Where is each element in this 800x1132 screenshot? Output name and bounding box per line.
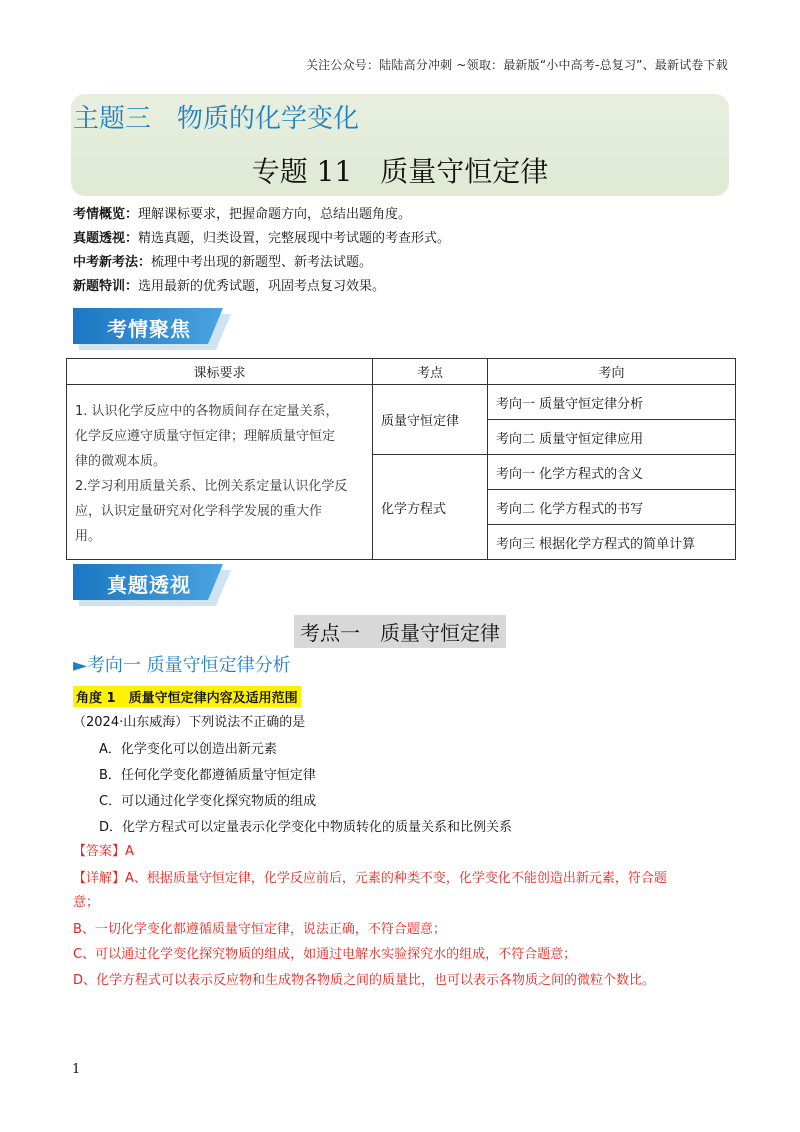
option-a: A．化学变化可以创造出新元素: [99, 742, 277, 757]
header-note: 关注公众号：陆陆高分冲刺 ~领取：最新版“小中高考-总复习”、最新试卷下载: [305, 58, 728, 72]
explanation-line: D、化学方程式可以表示反应物和生成物各物质之间的质量比，也可以表示各物质之间的微粒个数比。: [73, 973, 656, 988]
option-b: B．任何化学变化都遵循质量守恒定律: [99, 768, 316, 783]
page-number: 1: [72, 1062, 81, 1077]
direction-cell: 考向二 质量守恒定律应用: [488, 420, 736, 455]
direction-cell: 考向二 化学方程式的书写: [488, 490, 736, 525]
curriculum-table: [66, 358, 736, 560]
explanation-line: 意；: [73, 895, 100, 910]
title-banner: [71, 94, 729, 196]
intro-item: 中考新考法：梳理中考出现的新题型、新考法试题。: [73, 255, 373, 270]
direction-cell: 考向三 根据化学方程式的简单计算: [488, 525, 736, 560]
intro-item: 考情概览：理解课标要求，把握命题方向，总结出题角度。: [73, 207, 412, 222]
option-c: C．可以通过化学变化探究物质的组成: [99, 794, 317, 809]
direction-cell: 考向一 化学方程式的含义: [488, 455, 736, 490]
intro-item: 新题特训：选用最新的优秀试题，巩固考点复习效果。: [73, 279, 386, 294]
direction-cell: 考向一 质量守恒定律分析: [488, 385, 736, 420]
point-cell: 质量守恒定律: [373, 385, 488, 455]
answer: 【答案】A: [73, 844, 134, 859]
explanation-line: C、可以通过化学变化探究物质的组成，如通过电解水实验探究水的组成，不符合题意；: [73, 947, 577, 962]
table-header: 考点: [373, 359, 488, 385]
standard-cell: 1. 认识化学反应中的各物质间存在定量关系， 化学反应遵守质量守恒定律；理解质量守恒定 律的微观本质。 2.学习利用质量关系、比例关系定量认识化学反 应，认识定量研究对化学科学发展的重大作 用。: [67, 385, 373, 560]
theme-title: 主题三 物质的化学变化: [73, 104, 360, 134]
table-header: 考向: [488, 359, 736, 385]
point-cell: 化学方程式: [373, 455, 488, 560]
topic-title: 专题 11 质量守恒定律: [251, 155, 549, 188]
section-tag-real: 真题透视: [73, 562, 228, 602]
intro-list: [73, 203, 450, 299]
section-tag-focus: 考情聚焦: [73, 306, 228, 346]
intro-item: 真题透视：精选真题，归类设置，完整展现中考试题的考查形式。: [73, 231, 451, 246]
table-header: 课标要求: [67, 359, 373, 385]
option-d: D．化学方程式可以定量表示化学变化中物质转化的质量关系和比例关系: [99, 820, 513, 835]
kaoxiang-heading: ►考向一 质量守恒定律分析: [73, 655, 291, 676]
explanation-line: 【详解】A、根据质量守恒定律，化学反应前后，元素的种类不变，化学变化不能创造出新元素，符合题: [73, 871, 667, 886]
explanation-line: B、一切化学变化都遵循质量守恒定律，说法正确，不符合题意；: [73, 922, 446, 937]
kaodian-heading: 考点一 质量守恒定律: [0, 615, 800, 648]
angle-label: 角度 1 质量守恒定律内容及适用范围: [73, 686, 301, 707]
question-stem: （2024·山东威海）下列说法不正确的是: [73, 715, 306, 730]
